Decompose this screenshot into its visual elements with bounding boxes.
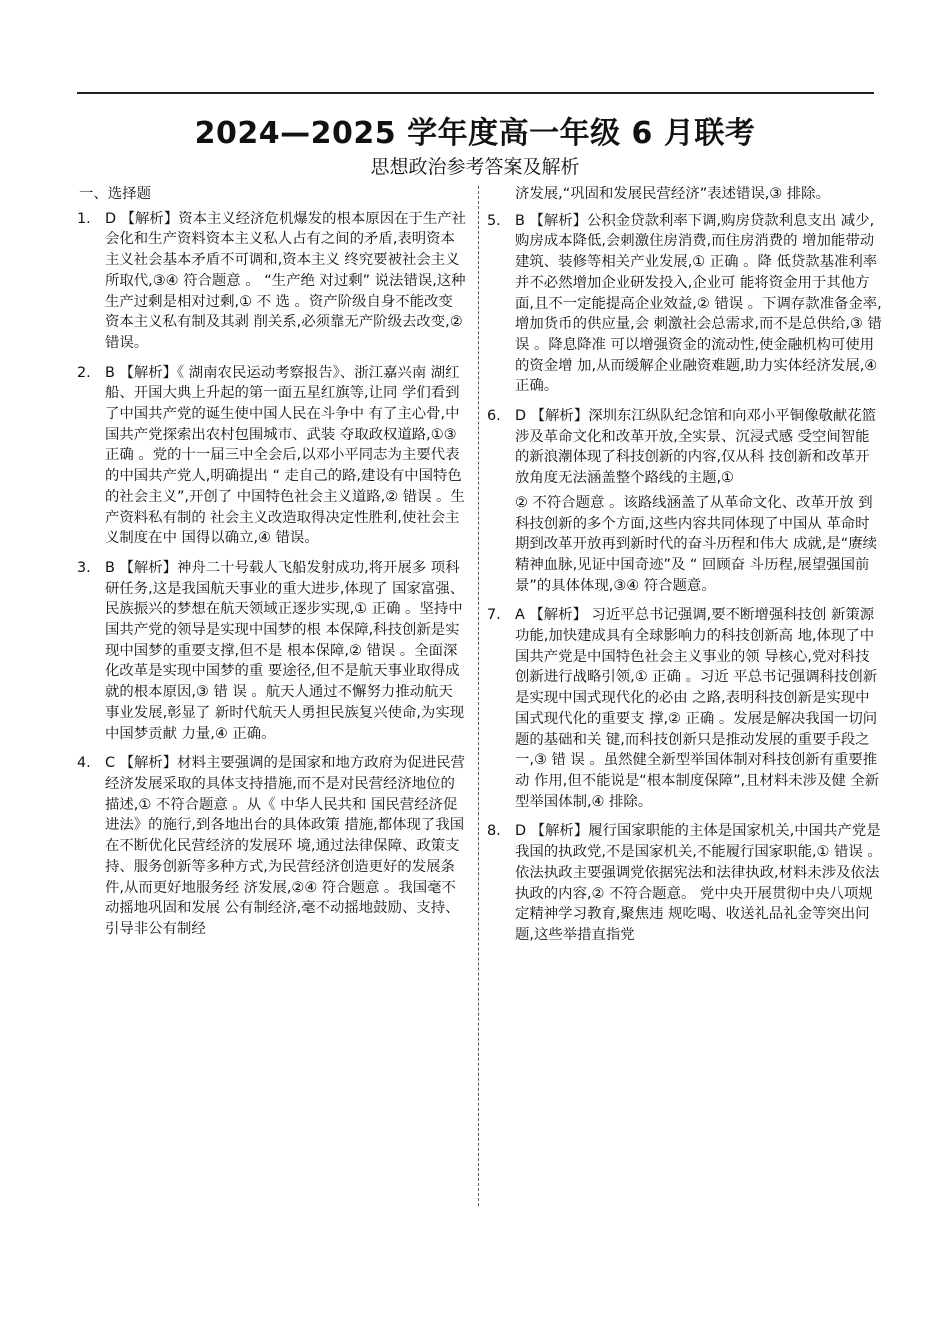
section-heading: 一、选择题: [79, 186, 151, 202]
answer-item-8: [487, 821, 882, 945]
item-number: 5.: [487, 212, 501, 229]
item-text: A 【解析】 习近平总书记强调,要不断增强科技创 新策源功能,加快建成具有全球影响力的科技创新高 地,体现了中国共产党是中国特色社会主义事业的领 导核心,党对科技创新进行战略引领,① 正确 。习近 平总书记强调科技创新是实现中国式现代化的必由 之路,表明科技创新是实现中国式现代化的重要支 撑,② 正确 。发展是解决我国一切问题的基础和关 键,而科技创新只是推动发展的重要手段之一,③ 错 误 。虽然健全新型举国体制对科技创新有重要推动 作用,但不能说是“根本制度保障”,且材料未涉及健 全新型举国体制,④ 排除。: [515, 607, 880, 810]
item-text: C 【解析】材料主要强调的是国家和地方政府为促进民营经济发展采取的具体支持措施,而不是对民营经济地位的描述,① 不符合题意 。从《 中华人民共和 国民营经济促进法》的施行,到各地出台的具体政策 措施,都体现了我国在不断优化民营经济的发展环 境,通过法律保障、政策支持、服务创新等多种方式,为民营经济创造更好的发展条件,从而更好地服务经 济发展,②④ 符合题意 。我国毫不动摇地巩固和发展 公有制经济,毫不动摇地鼓励、支持、引导非公有制经: [105, 755, 465, 937]
item-text: B 【解析】《 湖南农民运动考察报告》、浙江嘉兴南 湖红船、开国大典上升起的第一面五星红旗等,让同 学们看到了中国共产党的诞生使中国人民在斗争中 有了主心骨,中国共产党探索出农村包围城市、武装 夺取政权道路,①③ 正确 。党的十一届三中全会后,以邓小平同志为主要代表的中国共产党人,明确提出 “ 走自己的路,建设有中国特色的社会主义”,开创了 中国特色社会主义道路,② 错误 。生产资料私有制的 社会主义改造取得决定性胜利,使社会主义制度在中 国得以确立,④ 错误。: [105, 364, 465, 547]
top-rule: [77, 92, 874, 94]
answer-item-2: [77, 363, 467, 549]
page-title: 2024—2025 学年度高一年级 6 月联考: [194, 116, 756, 151]
item-number: 6.: [487, 408, 501, 425]
item-number: 3.: [77, 559, 91, 576]
item-text: D 【解析】履行国家职能的主体是国家机关,中国共产党是我国的执政党,不是国家机关,不能履行国家职能,① 错误 。依法执政主要强调党依据宪法和法律执政,材料未涉及依法执政的内容,② 不符合题意。 党中央开展贯彻中央八项规定精神学习教育,聚焦违 规吃喝、收送礼品礼金等突出问题,这些举措直指党: [515, 823, 882, 943]
answer-item-4: [77, 753, 467, 939]
item-text: D 【解析】深圳东江纵队纪念馆和向邓小平铜像敬献花篮涉及革命文化和改革开放,全实景、沉浸式感 受空间智能的新浪潮体现了科技创新的内容,仅从科 技创新和改革开放角度无法涵盖整个路线的主题,①: [515, 408, 877, 487]
item-number: 7.: [487, 607, 501, 624]
answer-item-7: [487, 605, 882, 812]
item-number: 8.: [487, 823, 501, 840]
item-text: B 【解析】公积金贷款利率下调,购房贷款利息支出 减少,购房成本降低,会刺激住房消费,而住房消费的 增加能带动建筑、装修等相关产业发展,① 正确 。降 低贷款基准利率并不必然增加企业研发投入,企业可 能将资金用于其他方面,且不一定能提高企业效益,② 错误 。下调存款准备金率,增加货币的供应量,会 刺激社会总需求,而不是总供给,③ 错误 。降息降准 可以增强资金的流动性,使金融机构可使用的资金增 加,从而缓解企业融资难题,助力实体经济发展,④ 正确。: [515, 212, 882, 395]
item-6-continuation: ② 不符合题意 。该路线涵盖了从革命文化、改革开放 到科技创新的多个方面,这些内容共同体现了中国从 革命时期到改革开放再到新时代的奋斗历程和伟大 成就,是“赓续精神血脉,见证中国奇迹”及 “ 回顾奋 斗历程,展望强国前景”的具体体现,③④ 符合题意。: [515, 494, 877, 594]
item-4-continuation: 济发展,“巩固和发展民营经济”表述错误,③ 排除。: [515, 186, 830, 202]
column-divider: [478, 186, 479, 1206]
page-subtitle: 思想政治参考答案及解析: [370, 156, 580, 178]
item-number: 4.: [77, 755, 91, 772]
right-column: [487, 184, 882, 955]
item-number: 1.: [77, 210, 91, 227]
item-text: B 【解析】神舟二十号载人飞船发射成功,将开展多 项科研任务,这是我国航天事业的重大进步,体现了 国家富强、民族振兴的梦想在航天领域正逐步实现,① 正确 。坚持中国共产党的领导是实现中国梦的根 本保障,科技创新是实现中国梦的重要支撑,但不是 根本保障,② 错误 。全面深化改革是实现中国梦的重 要途径,但不是航天事业取得成就的根本原因,③ 错 误 。航天人通过不懈努力推动航天事业发展,彰显了 新时代航天人勇担民族复兴使命,为实现中国梦贡献 力量,④ 正确。: [105, 559, 465, 742]
item-number: 2.: [77, 364, 91, 381]
answer-item-5: [487, 211, 882, 397]
item-text: D 【解析】资本主义经济危机爆发的根本原因在于生产社会化和生产资料资本主义私人占有之间的矛盾,表明资本主义社会基本矛盾不可调和,资本主义 终究要被社会主义所取代,③④ 符合题意 。 “生产绝 对过剩” 说法错误,这种生产过剩是相对过剩,① 不 选 。资产阶级自身不能改变资本主义私有制及其剥 削关系,必须靠无产阶级去改变,② 错误。: [105, 210, 467, 351]
answer-item-1: [77, 209, 467, 354]
left-column: [77, 184, 467, 949]
answer-item-3: [77, 558, 467, 744]
answer-item-6: [487, 406, 882, 489]
